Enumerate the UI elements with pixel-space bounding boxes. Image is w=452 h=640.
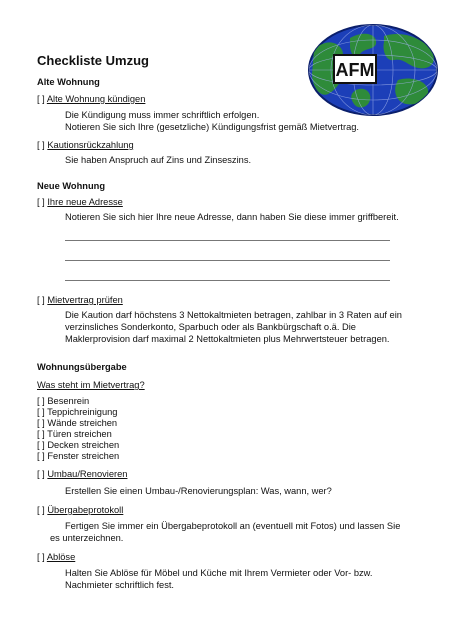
item-label: Ihre neue Adresse <box>47 197 123 207</box>
checkbox[interactable]: [ ] <box>37 140 45 150</box>
checkbox[interactable]: [ ] <box>37 407 45 417</box>
subheading-mietvertrag: Was steht im Mietvertrag? <box>37 380 145 390</box>
item-label: Umbau/Renovieren <box>47 469 128 479</box>
item-label: Wände streichen <box>47 418 118 428</box>
address-input-line[interactable] <box>65 240 390 241</box>
checkbox[interactable]: [ ] <box>37 197 45 207</box>
description-line: Erstellen Sie einen Umbau-/Renovierungsplan: Was, wann, wer? <box>65 486 332 496</box>
checklist-item-abloese[interactable] <box>37 552 75 562</box>
checkbox[interactable]: [ ] <box>37 469 45 479</box>
item-label: Decken streichen <box>47 440 120 450</box>
item-label: Alte Wohnung kündigen <box>46 94 146 104</box>
checkbox[interactable]: [ ] <box>37 396 45 406</box>
item-label: Türen streichen <box>47 429 112 439</box>
checklist-item-kautionsrueckzahlung[interactable] <box>37 140 134 150</box>
item-label: Ablöse <box>46 552 76 562</box>
checklist-item-umbau-renovieren[interactable] <box>37 469 127 479</box>
description-line: es unterzeichnen. <box>50 533 124 544</box>
checklist-item-alte-wohnung-kuendigen[interactable] <box>37 94 145 104</box>
checklist-item-mietvertrag-pruefen[interactable] <box>37 295 123 305</box>
checklist-item-decken-streichen[interactable] <box>37 440 119 450</box>
checklist-item-uebergabeprotokoll[interactable] <box>37 505 123 515</box>
checkbox[interactable]: [ ] <box>37 451 45 461</box>
description-line: Maklerprovision darf maximal 2 Nettokaltmieten plus Mehrwertsteuer betragen. <box>65 334 390 345</box>
checklist-item-fenster-streichen[interactable] <box>37 451 119 461</box>
description-line: Die Kaution darf höchstens 3 Nettokaltmieten betragen, zahlbar in 3 Raten auf ein <box>65 310 402 320</box>
section-heading-alte-wohnung: Alte Wohnung <box>37 77 100 87</box>
checklist-item-neue-adresse[interactable] <box>37 197 123 207</box>
checklist-item-besenrein[interactable] <box>37 396 89 406</box>
page-title: Checkliste Umzug <box>37 53 149 68</box>
checkbox[interactable]: [ ] <box>37 552 45 562</box>
afm-globe-logo <box>306 20 440 120</box>
item-label: Kautionsrückzahlung <box>47 140 134 150</box>
checklist-item-tueren-streichen[interactable] <box>37 429 112 439</box>
description-line: Fertigen Sie immer ein Übergabeprotokoll an (eventuell mit Fotos) und lassen Sie <box>65 521 401 531</box>
item-description <box>65 567 372 591</box>
item-description <box>65 309 402 346</box>
section-heading-wohnungsuebergabe: Wohnungsübergabe <box>37 362 127 372</box>
checkbox[interactable]: [ ] <box>37 94 45 104</box>
item-description <box>65 109 359 133</box>
description-line: Nachmieter schriftlich fest. <box>65 580 175 591</box>
item-description <box>65 154 251 166</box>
item-label: Fenster streichen <box>47 451 120 461</box>
item-description <box>65 211 399 223</box>
description-line: Halten Sie Ablöse für Möbel und Küche mit Ihrem Vermieter oder Vor- bzw. <box>65 568 373 578</box>
description-line: Die Kündigung muss immer schriftlich erfolgen. <box>65 110 260 120</box>
item-label: Übergabeprotokoll <box>47 505 124 515</box>
item-label: Besenrein <box>47 396 90 406</box>
address-input-line[interactable] <box>65 280 390 281</box>
description-line: Notieren Sie sich Ihre (gesetzliche) Kündigungsfrist gemäß Mietvertrag. <box>65 122 360 133</box>
checklist-item-waende-streichen[interactable] <box>37 418 117 428</box>
item-label: Teppichreinigung <box>47 407 118 417</box>
item-description <box>50 520 401 544</box>
checklist-item-teppichreinigung[interactable] <box>37 407 117 417</box>
checkbox[interactable]: [ ] <box>37 295 45 305</box>
checkbox[interactable]: [ ] <box>37 505 45 515</box>
address-input-line[interactable] <box>65 260 390 261</box>
svg-text:AFM: AFM <box>335 60 375 80</box>
description-line: Sie haben Anspruch auf Zins und Zinseszins. <box>65 155 252 165</box>
item-label: Mietvertrag prüfen <box>47 295 123 305</box>
section-heading-neue-wohnung: Neue Wohnung <box>37 181 105 191</box>
item-description <box>65 485 332 497</box>
description-line: Notieren Sie sich hier Ihre neue Adresse, dann haben Sie diese immer griffbereit. <box>65 212 399 222</box>
description-line: verzinsliches Sonderkonto, Sparbuch oder als Bankbürgschaft o.ä. Die <box>65 322 356 333</box>
checkbox[interactable]: [ ] <box>37 440 45 450</box>
checkbox[interactable]: [ ] <box>37 418 45 428</box>
checkbox[interactable]: [ ] <box>37 429 45 439</box>
